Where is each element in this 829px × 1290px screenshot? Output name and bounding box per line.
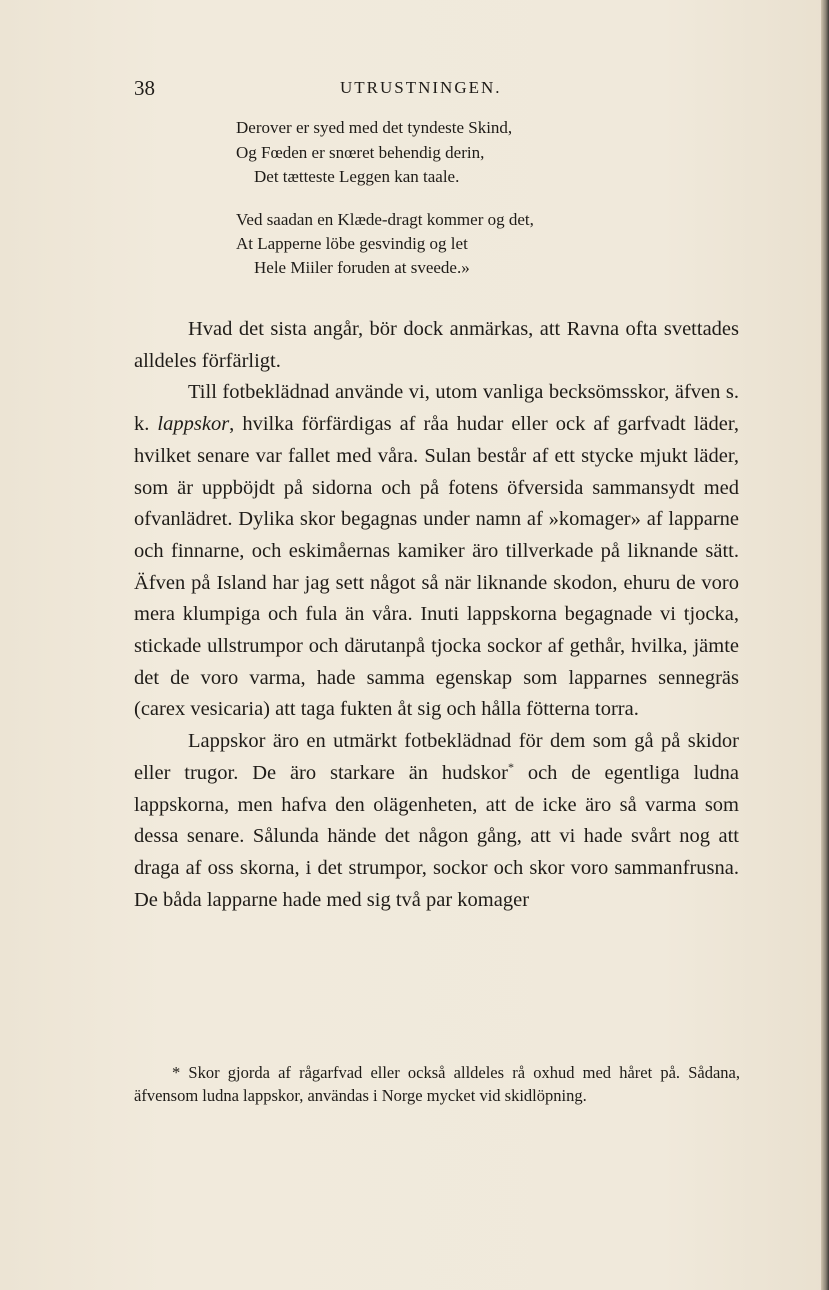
paragraph-text: och de egentliga ludna lappskorna, men hafva den olägenheten, att de icke äro så varma som dessa senare. Sålunda hände det någon gång, att vi hade svårt nog att draga af oss skorna, i det strumpor, sockor och skor voro sammanfrusna. De båda lapparne hade med sig två par komager: [134, 761, 739, 911]
poem-line: Og Fœden er snœret behendig derin,: [236, 143, 485, 162]
paragraph-text: Lappskor äro en utmärkt fotbeklädnad för dem som gå på skidor eller trugor. De äro starkare än hudskor: [134, 730, 739, 784]
page-header: [134, 76, 734, 102]
poem-line: Ved saadan en Klæde-dragt kommer og det,: [236, 210, 534, 229]
paragraph: [134, 726, 739, 916]
poem-line: At Lapperne löbe gesvindig og let: [236, 234, 468, 253]
footnote: * Skor gjorda af rågarfvad eller också alldeles rå oxhud med håret på. Sådana, äfvensom ludna lappskor, användas i Norge mycket vid skidlöpning.: [134, 1063, 740, 1105]
paragraph-text: , hvilka förfärdigas af råa hudar eller ock af garfvadt läder, hvilket senare var fallet med våra. Sulan består af ett stycke mjukt läder, som är uppböjdt på sidorna och på fotens öfversida sammansydt med ofvanlädret. Dylika skor begagnas under namn af »komager» af lapparne och finnarne, och eskimåernas kamiker äro tillverkade på liknande sätt. Äfven på Island har jag sett något så när liknande skodon, ehuru de voro mera klumpiga och fula än våra. Inuti lappskorna begagnade vi tjocka, stickade ullstrumpor och därutanpå tjocka sockor af gethår, hvilka, jämte det de voro varma, hade samma egenskap som lapparnes sennegräs (carex vesicaria) att taga fukten åt sig och hålla fötterna torra.: [134, 413, 739, 721]
footnote-marker: *: [507, 760, 514, 775]
body-text: [134, 314, 739, 916]
running-title: UTRUSTNINGEN.: [340, 78, 502, 97]
poem-line: Det tætteste Leggen kan taale.: [254, 167, 460, 186]
poem-line: Derover er syed med det tyndeste Skind,: [236, 118, 513, 137]
page-number: 38: [134, 76, 155, 100]
paragraph-text: Till fotbeklädnad använde vi, utom vanliga becksömsskor, äfven s. k.: [134, 381, 739, 436]
page-edge: [821, 0, 829, 1290]
poem-line: Hele Miiler foruden at sveede.»: [254, 258, 470, 277]
paragraph: Hvad det sista angår, bör dock anmärkas, att Ravna ofta svettades alldeles förfärligt.: [134, 318, 739, 372]
italic-term: lappskor: [157, 413, 230, 436]
paragraph: [134, 377, 739, 726]
